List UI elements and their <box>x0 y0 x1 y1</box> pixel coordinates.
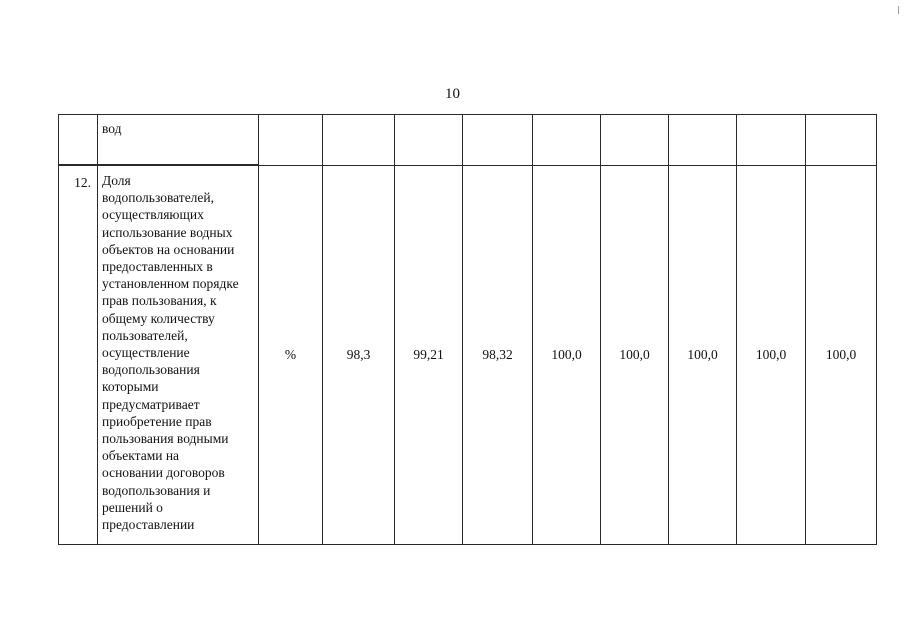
indicator-name-line: прав пользования, к <box>102 293 217 309</box>
value-cell <box>806 115 877 166</box>
value-cell <box>669 115 737 166</box>
indicator-name-line: установленном порядке <box>102 276 239 292</box>
indicator-name-line: осуществление <box>102 345 190 361</box>
indicator-name-line: осуществляющих <box>102 207 204 223</box>
value-cell: 100,0 <box>669 165 737 545</box>
value-cell <box>533 115 601 166</box>
table-row <box>59 165 877 545</box>
indicator-name-cell <box>98 165 259 545</box>
indicator-name-line: которыми <box>102 379 159 395</box>
indicator-name-line: водопользователей, <box>102 190 215 206</box>
value-cell: 98,32 <box>463 165 533 545</box>
indicator-name-line: предоставлении <box>102 517 195 533</box>
value-cell: 98,3 <box>323 165 395 545</box>
value-cell: 99,21 <box>395 165 463 545</box>
value-cell <box>601 115 669 166</box>
indicator-name-line: решений о <box>102 499 163 515</box>
indicator-name-line: пользования водными <box>102 431 229 447</box>
value-cell <box>323 115 395 166</box>
indicator-table <box>58 114 877 545</box>
value-cell: 100,0 <box>737 165 806 545</box>
page-number: 10 <box>445 86 460 102</box>
row-number-cell: 12. <box>59 165 98 545</box>
indicator-name-line: Доля <box>102 173 131 188</box>
indicator-name-line: приобретение прав <box>102 413 212 429</box>
unit-cell <box>259 115 323 166</box>
row-number-cell <box>59 115 98 166</box>
indicator-name-line: объектами на <box>102 448 180 464</box>
indicator-name-line: пользователей, <box>102 327 188 343</box>
indicator-name-line: использование водных <box>102 224 233 240</box>
indicator-name-line: водопользования <box>102 362 200 378</box>
indicator-name-line: общему количеству <box>102 310 215 326</box>
indicator-name-line: объектов на основании <box>102 241 235 257</box>
value-cell <box>737 115 806 166</box>
scan-edge-mark <box>898 6 899 14</box>
indicator-name-line: предусматривает <box>102 396 200 412</box>
indicator-name-cell: вод <box>98 115 259 166</box>
indicator-name-line: водопользования и <box>102 482 211 498</box>
value-cell <box>463 115 533 166</box>
value-cell <box>395 115 463 166</box>
value-cell: 100,0 <box>601 165 669 545</box>
unit-cell: % <box>259 165 323 545</box>
value-cell: 100,0 <box>806 165 877 545</box>
table-row <box>59 115 877 166</box>
value-cell: 100,0 <box>533 165 601 545</box>
indicator-name-line: предоставленных в <box>102 259 213 275</box>
indicator-name-line: основании договоров <box>102 465 225 481</box>
